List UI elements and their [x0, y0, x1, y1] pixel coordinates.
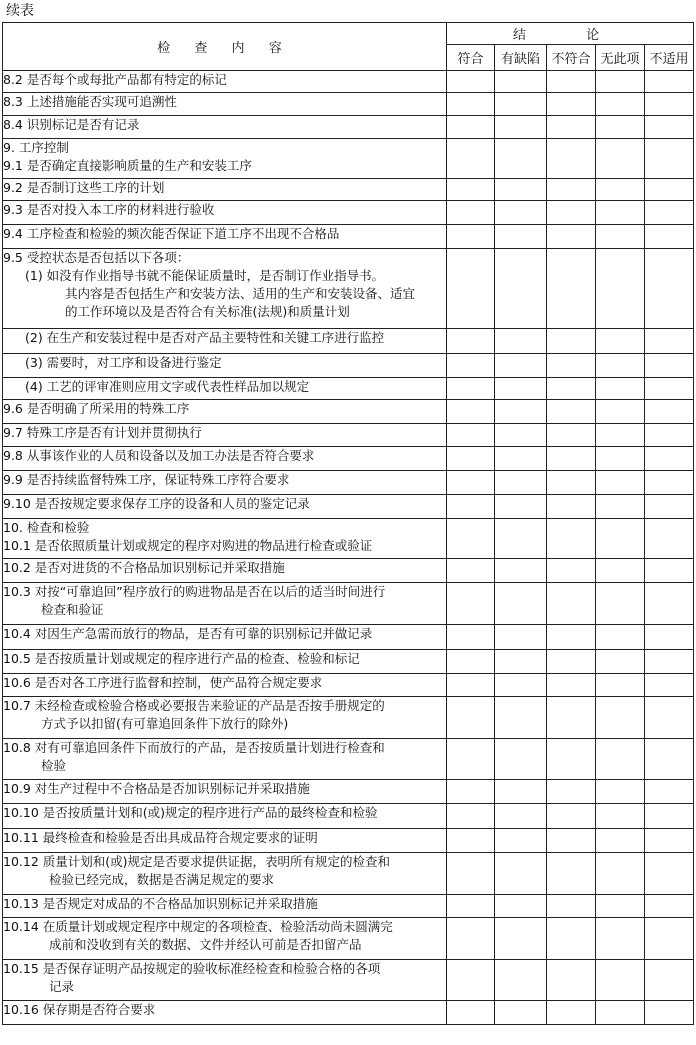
conclusion-cell-no-such-item[interactable] — [596, 179, 645, 201]
conclusion-cell-defective[interactable] — [495, 201, 547, 225]
check-item-text: 9.2 是否制订这些工序的计划 — [3, 180, 165, 195]
conclusion-cell-no-such-item[interactable] — [596, 519, 645, 559]
conclusion-cell-nonconform[interactable] — [547, 583, 596, 625]
conclusion-cell-nonconform[interactable] — [547, 960, 596, 1001]
conclusion-cell-conform[interactable] — [447, 471, 495, 495]
conclusion-cell-no-such-item[interactable] — [596, 116, 645, 139]
check-item-text: 成前和没收到有关的数据、文件并经认可前是否扣留产品 — [49, 937, 362, 952]
table-row — [3, 697, 694, 739]
conclusion-cell-conform[interactable] — [447, 249, 495, 329]
check-item-text: 检查和验证 — [41, 602, 104, 617]
conclusion-cell-nonconform[interactable] — [547, 1001, 596, 1025]
conclusion-cell-defective[interactable] — [495, 853, 547, 895]
conclusion-cell-no-such-item[interactable] — [596, 650, 645, 674]
table-row — [3, 93, 694, 116]
check-item-text: 10.6 是否对各工序进行监督和控制，使产品符合规定要求 — [3, 675, 323, 690]
conclusion-cell-conform[interactable] — [447, 960, 495, 1001]
conclusion-cell-defective[interactable] — [495, 697, 547, 739]
conclusion-cell-not-applicable[interactable] — [645, 400, 694, 424]
continued-label: 续表 — [6, 3, 34, 19]
table-body — [3, 71, 694, 1025]
check-item-text: 10.1 是否依照质量计划或规定的程序对购进的物品进行检查或验证 — [3, 538, 373, 553]
conclusion-cell-conform[interactable] — [447, 674, 495, 697]
conclusion-cell-defective[interactable] — [495, 329, 547, 354]
conclusion-cell-no-such-item[interactable] — [596, 400, 645, 424]
conclusion-cell-defective[interactable] — [495, 829, 547, 853]
conclusion-cell-not-applicable[interactable] — [645, 1001, 694, 1025]
conclusion-header: 结 论 — [447, 23, 694, 45]
conclusion-cell-conform[interactable] — [447, 179, 495, 201]
conclusion-cell-conform[interactable] — [447, 780, 495, 804]
conclusion-cell-not-applicable[interactable] — [645, 495, 694, 519]
check-item-cell — [3, 780, 447, 804]
conclusion-cell-defective[interactable] — [495, 71, 547, 93]
conclusion-cell-nonconform[interactable] — [547, 650, 596, 674]
conclusion-cell-nonconform[interactable] — [547, 519, 596, 559]
table-row — [3, 471, 694, 495]
conclusion-cell-nonconform[interactable] — [547, 829, 596, 853]
conclusion-cell-defective[interactable] — [495, 354, 547, 378]
conclusion-cell-nonconform[interactable] — [547, 853, 596, 895]
conclusion-cell-nonconform[interactable] — [547, 179, 596, 201]
column-header-not-applicable: 不适用 — [645, 45, 694, 71]
conclusion-cell-conform[interactable] — [447, 424, 495, 447]
conclusion-cell-not-applicable[interactable] — [645, 625, 694, 650]
conclusion-cell-nonconform[interactable] — [547, 739, 596, 780]
check-item-cell — [3, 559, 447, 583]
conclusion-cell-defective[interactable] — [495, 1001, 547, 1025]
conclusion-cell-nonconform[interactable] — [547, 225, 596, 249]
table-row — [3, 116, 694, 139]
check-item-text: 10.8 对有可靠追回条件下而放行的产品，是否按质量计划进行检查和 — [3, 740, 385, 755]
conclusion-cell-not-applicable[interactable] — [645, 519, 694, 559]
conclusion-cell-nonconform[interactable] — [547, 918, 596, 960]
conclusion-cell-no-such-item[interactable] — [596, 201, 645, 225]
conclusion-cell-conform[interactable] — [447, 853, 495, 895]
check-item-cell — [3, 201, 447, 225]
conclusion-cell-no-such-item[interactable] — [596, 697, 645, 739]
conclusion-cell-defective[interactable] — [495, 116, 547, 139]
check-item-cell — [3, 400, 447, 424]
check-item-text: 9.6 是否明确了所采用的特殊工序 — [3, 401, 190, 416]
conclusion-cell-defective[interactable] — [495, 650, 547, 674]
check-item-text: 9.8 从事该作业的人员和设备以及加工办法是否符合要求 — [3, 448, 315, 463]
check-item-text: 10.2 是否对进货的不合格品加识别标记并采取措施 — [3, 560, 285, 575]
conclusion-cell-not-applicable[interactable] — [645, 583, 694, 625]
conclusion-cell-not-applicable[interactable] — [645, 201, 694, 225]
conclusion-cell-no-such-item[interactable] — [596, 354, 645, 378]
conclusion-cell-no-such-item[interactable] — [596, 495, 645, 519]
conclusion-cell-conform[interactable] — [447, 93, 495, 116]
conclusion-cell-nonconform[interactable] — [547, 249, 596, 329]
conclusion-cell-conform[interactable] — [447, 447, 495, 471]
table-row — [3, 378, 694, 400]
inspection-checklist-table — [2, 22, 694, 1025]
conclusion-cell-no-such-item[interactable] — [596, 139, 645, 179]
conclusion-cell-nonconform[interactable] — [547, 71, 596, 93]
conclusion-cell-no-such-item[interactable] — [596, 829, 645, 853]
check-item-text: 9.3 是否对投入本工序的材料进行验收 — [3, 202, 215, 217]
conclusion-cell-nonconform[interactable] — [547, 625, 596, 650]
conclusion-cell-no-such-item[interactable] — [596, 378, 645, 400]
conclusion-cell-no-such-item[interactable] — [596, 674, 645, 697]
content-header: 检 查 内 容 — [3, 23, 447, 71]
conclusion-cell-defective[interactable] — [495, 400, 547, 424]
conclusion-cell-no-such-item[interactable] — [596, 249, 645, 329]
conclusion-cell-conform[interactable] — [447, 559, 495, 583]
check-item-cell — [3, 354, 447, 378]
check-item-text: 10.3 对按“可靠追回”程序放行的购进物品是否在以后的适当时间进行 — [3, 584, 386, 599]
conclusion-cell-not-applicable[interactable] — [645, 471, 694, 495]
table-row — [3, 559, 694, 583]
table-row — [3, 895, 694, 918]
check-item-text: (3) 需要时，对工序和设备进行鉴定 — [25, 355, 222, 370]
check-item-text: 10.16 保存期是否符合要求 — [3, 1002, 156, 1017]
check-item-text: 9.5 受控状态是否包括以下各项： — [3, 250, 190, 265]
conclusion-cell-not-applicable[interactable] — [645, 739, 694, 780]
check-item-cell — [3, 447, 447, 471]
check-item-text: 8.2 是否每个或每批产品都有特定的标记 — [3, 72, 227, 87]
conclusion-cell-not-applicable[interactable] — [645, 780, 694, 804]
conclusion-cell-not-applicable[interactable] — [645, 697, 694, 739]
conclusion-cell-no-such-item[interactable] — [596, 93, 645, 116]
table-row — [3, 650, 694, 674]
conclusion-cell-no-such-item[interactable] — [596, 739, 645, 780]
check-item-text: 9.1 是否确定直接影响质量的生产和安装工序 — [3, 158, 252, 173]
conclusion-cell-not-applicable[interactable] — [645, 179, 694, 201]
check-item-text: 10.4 对因生产急需而放行的物品，是否有可靠的识别标记并做记录 — [3, 626, 373, 641]
table-row — [3, 519, 694, 559]
conclusion-cell-nonconform[interactable] — [547, 780, 596, 804]
conclusion-cell-not-applicable[interactable] — [645, 829, 694, 853]
check-item-cell — [3, 471, 447, 495]
check-item-text: 的工作环境以及是否符合有关标准(法规)和质量计划 — [65, 304, 350, 319]
check-item-text: 10. 检查和检验 — [3, 520, 90, 535]
table-row — [3, 625, 694, 650]
conclusion-cell-conform[interactable] — [447, 495, 495, 519]
check-item-text: 检验 — [41, 758, 67, 773]
conclusion-cell-conform[interactable] — [447, 71, 495, 93]
conclusion-cell-nonconform[interactable] — [547, 674, 596, 697]
conclusion-cell-defective[interactable] — [495, 895, 547, 918]
check-item-text: 10.12 质量计划和(或)规定是否要求提供证据，表明所有规定的检查和 — [3, 854, 391, 869]
table-row — [3, 447, 694, 471]
conclusion-cell-no-such-item[interactable] — [596, 853, 645, 895]
conclusion-cell-no-such-item[interactable] — [596, 960, 645, 1001]
conclusion-cell-no-such-item[interactable] — [596, 329, 645, 354]
conclusion-cell-conform[interactable] — [447, 225, 495, 249]
conclusion-cell-conform[interactable] — [447, 116, 495, 139]
table-header — [3, 23, 694, 71]
conclusion-cell-defective[interactable] — [495, 249, 547, 329]
conclusion-cell-not-applicable[interactable] — [645, 139, 694, 179]
table-row — [3, 674, 694, 697]
conclusion-cell-not-applicable[interactable] — [645, 804, 694, 829]
conclusion-cell-no-such-item[interactable] — [596, 1001, 645, 1025]
conclusion-cell-no-such-item[interactable] — [596, 71, 645, 93]
conclusion-cell-not-applicable[interactable] — [645, 960, 694, 1001]
check-item-cell — [3, 895, 447, 918]
table-row — [3, 829, 694, 853]
conclusion-cell-no-such-item[interactable] — [596, 625, 645, 650]
check-item-text: 9.7 特殊工序是否有计划并贯彻执行 — [3, 425, 202, 440]
conclusion-cell-no-such-item[interactable] — [596, 918, 645, 960]
check-item-text: 其内容是否包括生产和安装方法、适用的生产和安装设备、适宜 — [65, 286, 416, 301]
conclusion-cell-conform[interactable] — [447, 625, 495, 650]
conclusion-cell-conform[interactable] — [447, 739, 495, 780]
check-item-cell — [3, 625, 447, 650]
conclusion-cell-not-applicable[interactable] — [645, 918, 694, 960]
conclusion-cell-nonconform[interactable] — [547, 378, 596, 400]
conclusion-cell-no-such-item[interactable] — [596, 780, 645, 804]
check-item-cell — [3, 918, 447, 960]
conclusion-cell-nonconform[interactable] — [547, 804, 596, 829]
conclusion-cell-conform[interactable] — [447, 697, 495, 739]
check-item-text: 10.14 在质量计划或规定程序中规定的各项检查、检验活动尚未圆满完 — [3, 919, 393, 934]
check-item-cell — [3, 329, 447, 354]
conclusion-cell-conform[interactable] — [447, 139, 495, 179]
conclusion-cell-no-such-item[interactable] — [596, 583, 645, 625]
check-item-text: 方式予以扣留(有可靠追回条件下放行的除外) — [41, 716, 289, 731]
conclusion-cell-nonconform[interactable] — [547, 116, 596, 139]
table-row — [3, 424, 694, 447]
check-item-cell — [3, 139, 447, 179]
check-item-cell — [3, 424, 447, 447]
conclusion-cell-nonconform[interactable] — [547, 93, 596, 116]
table-row — [3, 139, 694, 179]
conclusion-cell-nonconform[interactable] — [547, 329, 596, 354]
conclusion-cell-defective[interactable] — [495, 918, 547, 960]
conclusion-cell-no-such-item[interactable] — [596, 804, 645, 829]
conclusion-cell-conform[interactable] — [447, 519, 495, 559]
check-item-text: 记录 — [49, 979, 75, 994]
conclusion-cell-conform[interactable] — [447, 829, 495, 853]
conclusion-cell-defective[interactable] — [495, 625, 547, 650]
conclusion-cell-conform[interactable] — [447, 804, 495, 829]
table-row — [3, 495, 694, 519]
conclusion-cell-defective[interactable] — [495, 225, 547, 249]
check-item-cell — [3, 804, 447, 829]
check-item-text: (4) 工艺的评审准则应用文字或代表性样品加以规定 — [25, 379, 310, 394]
table-row — [3, 804, 694, 829]
table-row — [3, 739, 694, 780]
conclusion-cell-defective[interactable] — [495, 583, 547, 625]
check-item-cell — [3, 93, 447, 116]
check-item-text: 9.9 是否持续监督特殊工序，保证特殊工序符合要求 — [3, 472, 290, 487]
conclusion-cell-conform[interactable] — [447, 400, 495, 424]
check-item-text: 8.3 上述措施能否实现可追溯性 — [3, 94, 177, 109]
check-item-text: 10.11 最终检查和检验是否出具成品符合规定要求的证明 — [3, 830, 318, 845]
check-item-cell — [3, 853, 447, 895]
conclusion-cell-conform[interactable] — [447, 895, 495, 918]
conclusion-cell-defective[interactable] — [495, 447, 547, 471]
conclusion-cell-not-applicable[interactable] — [645, 378, 694, 400]
check-item-text: 检验已经完成，数据是否满足规定的要求 — [49, 872, 275, 887]
conclusion-cell-nonconform[interactable] — [547, 471, 596, 495]
table-row — [3, 960, 694, 1001]
table-row — [3, 400, 694, 424]
conclusion-cell-nonconform[interactable] — [547, 495, 596, 519]
table-row — [3, 1001, 694, 1025]
conclusion-cell-no-such-item[interactable] — [596, 471, 645, 495]
check-item-cell — [3, 378, 447, 400]
conclusion-cell-defective[interactable] — [495, 179, 547, 201]
check-item-text: 10.5 是否按质量计划或规定的程序进行产品的检查、检验和标记 — [3, 651, 360, 666]
conclusion-cell-defective[interactable] — [495, 139, 547, 179]
conclusion-cell-not-applicable[interactable] — [645, 116, 694, 139]
conclusion-cell-nonconform[interactable] — [547, 354, 596, 378]
check-item-cell — [3, 225, 447, 249]
conclusion-cell-nonconform[interactable] — [547, 400, 596, 424]
table-row — [3, 354, 694, 378]
check-item-text: (1) 如没有作业指导书就不能保证质量时，是否制订作业指导书。 — [25, 268, 385, 283]
check-item-text: 8.4 识别标记是否有记录 — [3, 117, 140, 132]
check-item-cell — [3, 583, 447, 625]
conclusion-cell-conform[interactable] — [447, 201, 495, 225]
check-item-cell — [3, 829, 447, 853]
check-item-cell — [3, 1001, 447, 1025]
check-item-cell — [3, 495, 447, 519]
column-header-no-such-item: 无此项 — [596, 45, 645, 71]
conclusion-cell-not-applicable[interactable] — [645, 447, 694, 471]
check-item-text: 10.9 对生产过程中不合格品是否加识别标记并采取措施 — [3, 781, 310, 796]
check-item-text: 9. 工序控制 — [3, 140, 69, 155]
table-row — [3, 780, 694, 804]
conclusion-cell-defective[interactable] — [495, 495, 547, 519]
conclusion-cell-conform[interactable] — [447, 329, 495, 354]
conclusion-cell-defective[interactable] — [495, 519, 547, 559]
column-header-conform: 符合 — [447, 45, 495, 71]
table-row — [3, 71, 694, 93]
conclusion-cell-defective[interactable] — [495, 804, 547, 829]
conclusion-cell-not-applicable[interactable] — [645, 674, 694, 697]
conclusion-cell-conform[interactable] — [447, 650, 495, 674]
conclusion-cell-defective[interactable] — [495, 378, 547, 400]
conclusion-cell-no-such-item[interactable] — [596, 424, 645, 447]
table-row — [3, 329, 694, 354]
conclusion-cell-not-applicable[interactable] — [645, 853, 694, 895]
conclusion-cell-not-applicable[interactable] — [645, 650, 694, 674]
check-item-text: 10.15 是否保存证明产品按规定的验收标准经检查和检验合格的各项 — [3, 961, 381, 976]
conclusion-cell-defective[interactable] — [495, 674, 547, 697]
conclusion-cell-conform[interactable] — [447, 378, 495, 400]
check-item-cell — [3, 739, 447, 780]
conclusion-cell-not-applicable[interactable] — [645, 93, 694, 116]
conclusion-cell-no-such-item[interactable] — [596, 447, 645, 471]
conclusion-cell-not-applicable[interactable] — [645, 225, 694, 249]
table-row — [3, 201, 694, 225]
conclusion-cell-defective[interactable] — [495, 471, 547, 495]
check-item-text: 10.7 未经检查或检验合格或必要报告来验证的产品是否按手册规定的 — [3, 698, 385, 713]
table-row — [3, 583, 694, 625]
table-row — [3, 179, 694, 201]
conclusion-cell-not-applicable[interactable] — [645, 329, 694, 354]
table-row — [3, 225, 694, 249]
conclusion-cell-not-applicable[interactable] — [645, 559, 694, 583]
conclusion-cell-defective[interactable] — [495, 780, 547, 804]
check-item-cell — [3, 519, 447, 559]
check-item-text: 10.10 是否按质量计划和(或)规定的程序进行产品的最终检查和检验 — [3, 805, 378, 820]
conclusion-cell-not-applicable[interactable] — [645, 354, 694, 378]
conclusion-cell-nonconform[interactable] — [547, 201, 596, 225]
conclusion-cell-nonconform[interactable] — [547, 559, 596, 583]
check-item-cell — [3, 960, 447, 1001]
conclusion-cell-no-such-item[interactable] — [596, 225, 645, 249]
conclusion-cell-nonconform[interactable] — [547, 447, 596, 471]
conclusion-cell-conform[interactable] — [447, 354, 495, 378]
conclusion-cell-defective[interactable] — [495, 424, 547, 447]
conclusion-cell-conform[interactable] — [447, 583, 495, 625]
column-header-defective: 有缺陷 — [495, 45, 547, 71]
check-item-cell — [3, 179, 447, 201]
conclusion-cell-no-such-item[interactable] — [596, 895, 645, 918]
check-item-cell — [3, 650, 447, 674]
table-row — [3, 918, 694, 960]
conclusion-cell-conform[interactable] — [447, 1001, 495, 1025]
conclusion-cell-not-applicable[interactable] — [645, 71, 694, 93]
conclusion-cell-defective[interactable] — [495, 93, 547, 116]
conclusion-cell-defective[interactable] — [495, 559, 547, 583]
conclusion-cell-not-applicable[interactable] — [645, 895, 694, 918]
conclusion-cell-nonconform[interactable] — [547, 895, 596, 918]
table-row — [3, 249, 694, 329]
conclusion-cell-nonconform[interactable] — [547, 424, 596, 447]
conclusion-cell-nonconform[interactable] — [547, 139, 596, 179]
check-item-text: (2) 在生产和安装过程中是否对产品主要特性和关键工序进行监控 — [25, 330, 385, 345]
check-item-cell — [3, 697, 447, 739]
check-item-cell — [3, 116, 447, 139]
check-item-text: 9.4 工序检查和检验的频次能否保证下道工序不出现不合格品 — [3, 226, 340, 241]
conclusion-cell-nonconform[interactable] — [547, 697, 596, 739]
column-header-nonconform: 不符合 — [547, 45, 596, 71]
conclusion-cell-defective[interactable] — [495, 960, 547, 1001]
conclusion-cell-not-applicable[interactable] — [645, 249, 694, 329]
check-item-cell — [3, 71, 447, 93]
conclusion-cell-no-such-item[interactable] — [596, 559, 645, 583]
check-item-cell — [3, 249, 447, 329]
check-item-text: 10.13 是否规定对成品的不合格品加识别标记并采取措施 — [3, 896, 318, 911]
check-item-text: 9.10 是否按规定要求保存工序的设备和人员的鉴定记录 — [3, 496, 310, 511]
conclusion-cell-defective[interactable] — [495, 739, 547, 780]
check-item-cell — [3, 674, 447, 697]
table-row — [3, 853, 694, 895]
conclusion-cell-not-applicable[interactable] — [645, 424, 694, 447]
conclusion-cell-conform[interactable] — [447, 918, 495, 960]
